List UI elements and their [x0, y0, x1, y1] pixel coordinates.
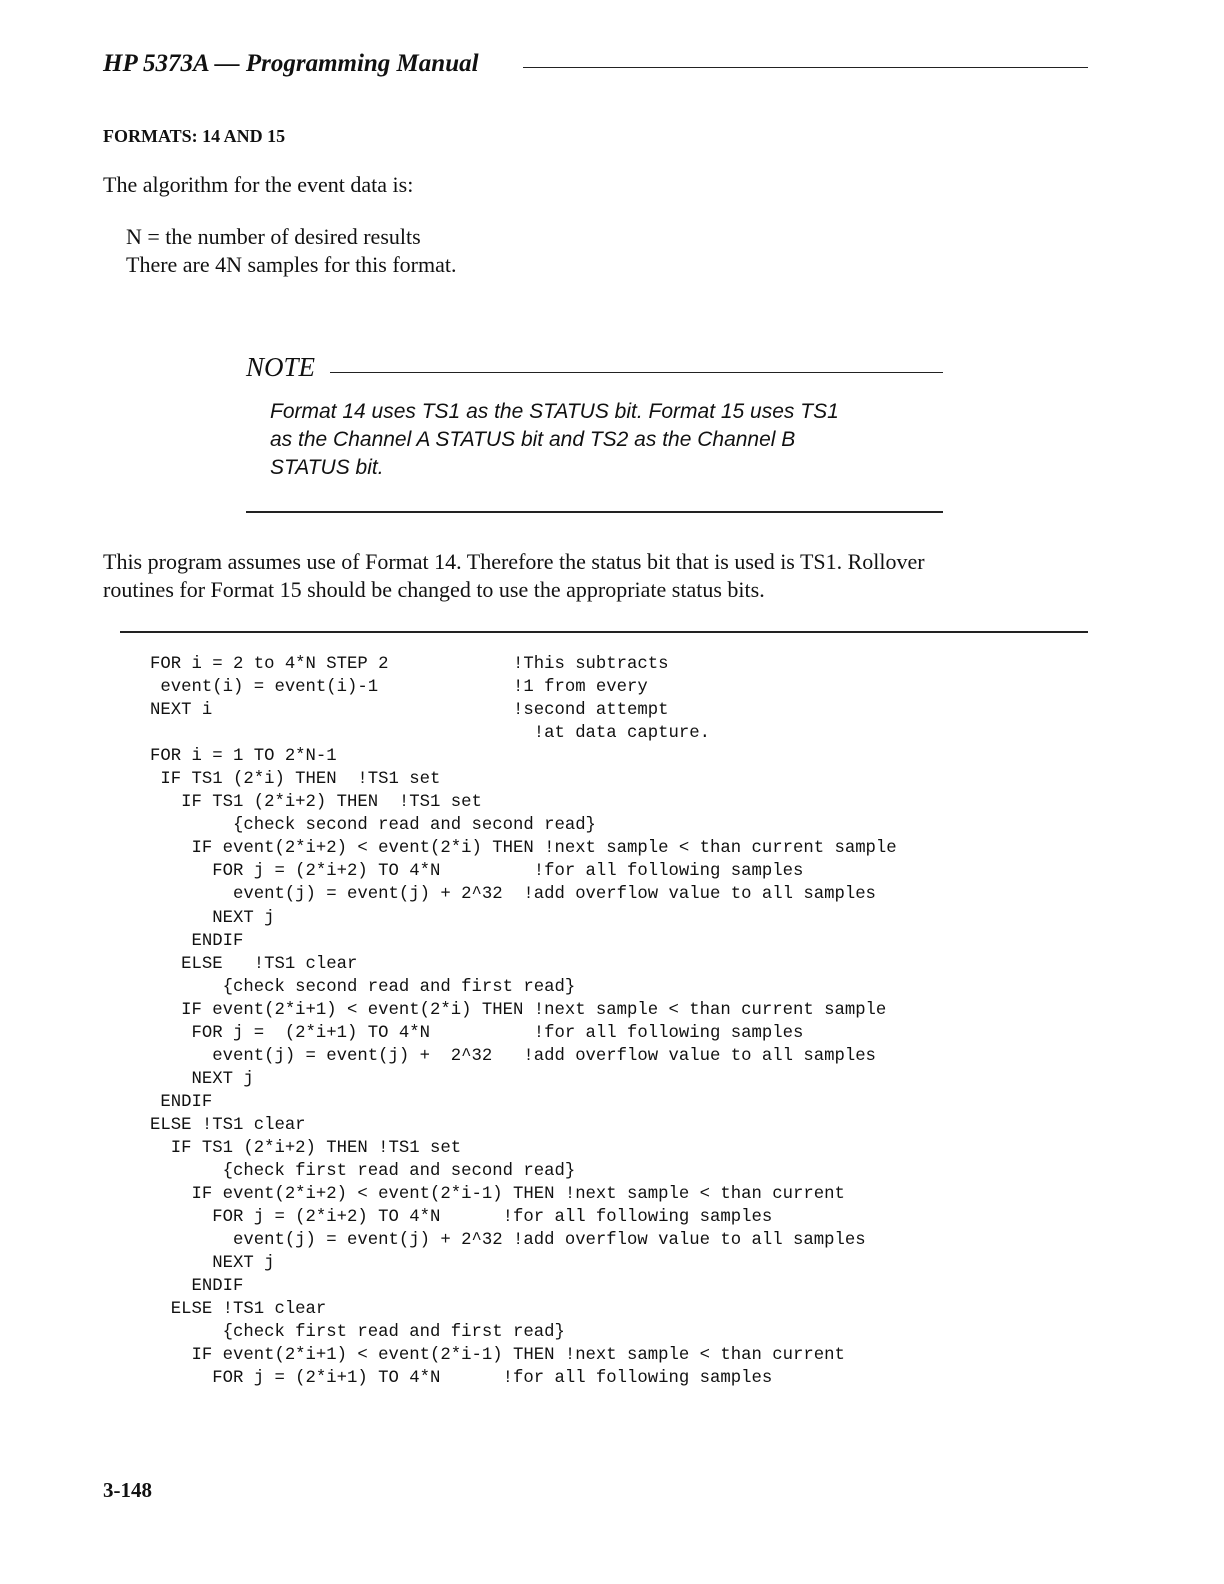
section-heading: FORMATS: 14 AND 15: [103, 126, 286, 146]
code-line: FOR i = 1 TO 2*N-1: [150, 747, 337, 767]
code-line: NEXT j: [150, 908, 275, 928]
paragraph-line: This program assumes use of Format 14. Therefore the status bit that is used is TS1. Rollover: [103, 549, 925, 574]
code-line: NEXT j: [150, 1254, 275, 1274]
code-line: ENDIF: [150, 931, 244, 951]
code-line: NEXT j: [150, 1069, 254, 1089]
code-line: FOR i = 2 to 4*N STEP 2 !This subtracts: [150, 655, 669, 674]
code-line: FOR j = (2*i+2) TO 4*N !for all following samples: [150, 862, 804, 882]
header-rule: [523, 67, 1088, 68]
code-line: IF event(2*i+1) < event(2*i) THEN !next sample < than current sample: [150, 1000, 887, 1020]
body-paragraph: [103, 548, 1093, 604]
code-line: {check first read and first read}: [150, 1323, 565, 1343]
note-label: NOTE: [246, 352, 316, 382]
note-body: [270, 398, 930, 482]
code-line: {check second read and first read}: [150, 977, 576, 997]
code-line: event(i) = event(i)-1 !1 from every: [150, 678, 648, 698]
definition-line: N = the number of desired results: [126, 224, 421, 249]
code-line: IF event(2*i+1) < event(2*i-1) THEN !next sample < than current: [150, 1346, 845, 1366]
code-line: ELSE !TS1 clear: [150, 954, 358, 974]
note-box: [246, 352, 943, 516]
code-section-rule: [120, 631, 1088, 633]
definition-line: There are 4N samples for this format.: [126, 252, 457, 277]
code-line: ENDIF: [150, 1277, 244, 1297]
note-line: STATUS bit.: [270, 456, 384, 479]
note-top-rule: [330, 372, 943, 373]
code-listing: [150, 653, 897, 1391]
code-line: IF event(2*i+2) < event(2*i-1) THEN !next sample < than current: [150, 1185, 845, 1205]
code-line: ENDIF: [150, 1092, 213, 1112]
note-line: Format 14 uses TS1 as the STATUS bit. Format 15 uses TS1: [270, 400, 839, 423]
code-line: NEXT i !second attempt: [150, 701, 669, 721]
code-line: event(j) = event(j) + 2^32 !add overflow value to all samples: [150, 1231, 866, 1251]
paragraph-line: routines for Format 15 should be changed to use the appropriate status bits.: [103, 577, 765, 602]
code-line: !at data capture.: [150, 724, 711, 744]
code-line: FOR j = (2*i+2) TO 4*N !for all following samples: [150, 1208, 773, 1228]
code-line: {check second read and second read}: [150, 816, 596, 836]
code-line: IF TS1 (2*i) THEN !TS1 set: [150, 770, 441, 790]
code-line: event(j) = event(j) + 2^32 !add overflow value to all samples: [150, 1046, 876, 1066]
code-line: IF TS1 (2*i+2) THEN !TS1 set: [150, 1138, 462, 1158]
code-line: event(j) = event(j) + 2^32 !add overflow value to all samples: [150, 885, 876, 905]
code-line: FOR j = (2*i+1) TO 4*N !for all following samples: [150, 1369, 773, 1389]
code-line: {check first read and second read}: [150, 1162, 576, 1182]
note-line: as the Channel A STATUS bit and TS2 as the Channel B: [270, 428, 796, 451]
code-line: ELSE !TS1 clear: [150, 1115, 306, 1135]
manual-title: HP 5373A — Programming Manual: [103, 50, 479, 77]
note-bottom-rule: [246, 511, 943, 513]
intro-text: The algorithm for the event data is:: [103, 172, 414, 197]
code-line: IF event(2*i+2) < event(2*i) THEN !next sample < than current sample: [150, 839, 897, 859]
code-line: IF TS1 (2*i+2) THEN !TS1 set: [150, 793, 482, 813]
code-line: ELSE !TS1 clear: [150, 1300, 327, 1320]
page-number: 3-148: [103, 1478, 152, 1502]
running-header: [103, 50, 1088, 84]
code-line: FOR j = (2*i+1) TO 4*N !for all following samples: [150, 1023, 804, 1043]
